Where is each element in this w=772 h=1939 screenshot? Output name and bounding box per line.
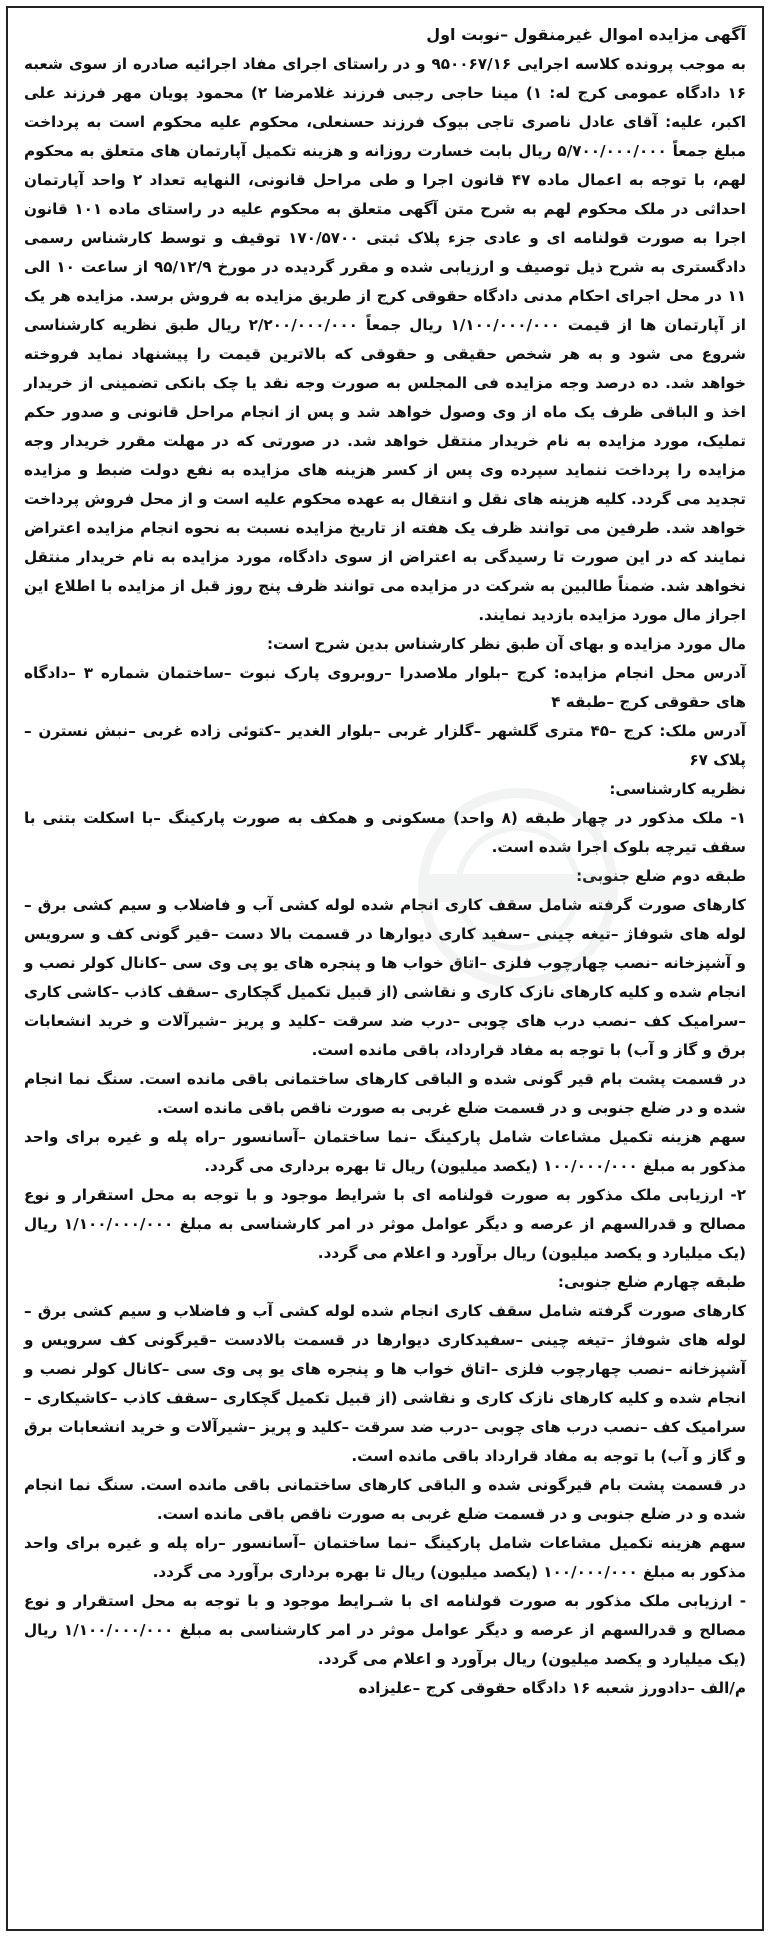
auction-address: آدرس محل انجام مزایده: کرج –بلوار ملاصدرا –روبروی پارک نبوت –ساختمان شماره ۳ –دادگاه های حقوقی کرج –طبقه ۴ — [24, 664, 747, 711]
unit-south-4-heading: طبقه چهارم ضلع جنوبی: — [557, 1273, 746, 1291]
unit-south-4-valuation: - ارزیابی ملک مذکور به صورت قولنامه ای با شـرایط موجود و با توجه به محل استقرار و نوع مصالح و قدرالسهم از عرصه و دیگر عوامل موثر در امر کارشناسی به مبلغ ۱/۱۰۰/۰۰۰/۰۰۰ ریال (یک میلیارد و یکصد میلیون) ریال برآورد و اعلام می گردد. — [24, 1592, 746, 1668]
announcement-frame — [6, 6, 764, 1931]
unit-south-4-roof: در قسمت پشت بام قیرگونی شده و الباقی کارهای ساختمانی باقی مانده است. سنگ نما انجام شده و در ضلع جنوبی و در قسمت ضلع غربی به صورت ناقص باقی مانده است. — [24, 1476, 746, 1523]
unit-south-2-works: کارهای صورت گرفته شامل سقف کاری انجام شده لوله کشی آب و فاضلاب و سیم کشی برق –لوله های شوفاژ –تیغه چینی –سفید کاری دیوارها در قسمت بالا دست –قیر گونی کف و سرویس و آشپزخانه –نصب چهارچوب فلزی –اتاق خواب ها و پنجره های یو پی وی سی –کانال کولر نصب و انجام شده و کلیه کارهای نازک کاری و نقاشی (از قبیل تکمیل گچکاری –سقف کاذب –کاشی کاری –سرامیک کف –نصب درب های چوبی –درب ضد سرقت –کلید و پریز –شیرآلات و خرید انشعابات برق و گاز و آب) با توجه به مفاد قرارداد، باقی مانده است. — [24, 896, 746, 1059]
signature-line: م/الف –دادورز شعبه ۱۶ دادگاه حقوقی کرج –علیزاده — [358, 1679, 746, 1697]
unit-south-4-common-cost: سهم هزینه تکمیل مشاعات شامل پارکینگ –نما ساختمان –آسانسور –راه پله و غیره برای واحد مذکور به مبلغ ۱۰۰/۰۰۰/۰۰۰ (یکصد میلیون) ریال تا بهره برداری برآورد می گردد. — [24, 1534, 746, 1581]
announcement-title: آگهی مزایده اموال غیرمنقول –نوبت اول — [426, 25, 746, 44]
expert-item-1: ۱- ملک مذکور در چهار طبقه (۸ واحد) مسکونی و همکف به صورت پارکینگ –با اسکلت بتنی با سقف تیرچه بلوک اجرا شده است. — [24, 809, 746, 856]
expert-heading: نظریه کارشناسی: — [609, 780, 746, 798]
unit-south-2-heading: طبقه دوم ضلع جنوبی: — [576, 867, 746, 885]
unit-south-4-works: کارهای صورت گرفته شامل سقف کاری انجام شده لوله کشی آب و فاضلاب و سیم کشی برق –لوله های شوفاژ –تیغه چینی –سفیدکاری دیوارها در قسمت بالادست –قیرگونی کف سرویس و آشپزخانه –نصب چهارچوب فلزی –اتاق خواب ها و پنجره های یو پی وی سی –کانال کولر نصب و انجام شده و کلیه کارهای نازک کاری و نقاشی (از قبیل تکمیل گچکاری –سقف کاذب –کاشیکاری –سرامیک کف –نصب درب های چوبی –درب ضد سرقت –کلید و پریز –شیرآلات و خرید انشعابات برق و گاز و آب) با توجه به مفاد قرارداد باقی مانده است. — [24, 1302, 746, 1465]
property-intro: مال مورد مزایده و بهای آن طبق نظر کارشناس بدین شرح است: — [266, 635, 746, 653]
unit-south-2-roof: در قسمت پشت بام قیر گونی شده و الباقی کارهای ساختمانی باقی مانده است. سنگ نما انجام شده و در ضلع جنوبی و در قسمت ضلع غربی به صورت ناقص باقی مانده است. — [24, 1070, 746, 1117]
property-address: آدرس ملک: کرج –۴۵ متری گلشهر –گلزار غربی –بلوار الغدیر –کتوئی زاده غربی –نبش نسترن –پلاک ۶۷ — [24, 722, 746, 769]
announcement-body — [24, 20, 746, 1703]
unit-south-2-valuation: ۲- ارزیابی ملک مذکور به صورت قولنامه ای با شرایط موجود و با توجه به محل استقرار و نوع مصالح و قدرالسهم از عرصه و دیگر عوامل موثر در امر کارشناسی به مبلغ ۱/۱۰۰/۰۰۰/۰۰۰ ریال (یک میلیارد و یکصد میلیون) ریال برآورد و اعلام می گردد. — [24, 1186, 746, 1262]
main-paragraph: به موجب پرونده کلاسه اجرایی ۹۵۰۰۶۷/۱۶ و در راستای اجرای مفاد اجرائیه صادره از سوی شعبه ۱۶ دادگاه عمومی کرج له: ۱) مینا حاجی رجبی فرزند غلامرضا ۲) محمود پویان مهر فرزند علی اکبر، علیه: آقای عادل ناصری تاجی بیوک فرزند حسنعلی، محکوم علیه محکوم است به پرداخت مبلغ جمعاً ۵/۷۰۰/۰۰۰/۰۰۰ ریال بابت خسارت روزانه و هزینه تکمیل آپارتمان های متعلق به محکوم لهم، با توجه به اعمال ماده ۴۷ قانون اجرا و طی مراحل قانونی، النهایه تعداد ۲ واحد آپارتمان احداثی در ملک محکوم لهم به شرح متن آگهی متعلق به محکوم علیه در راستای ماده ۱۰۱ قانون اجرا به صورت قولنامه ای و عادی جزء پلاک ثبتی ۱۷۰/۵۷۰۰ توقیف و توسط کارشناس رسمی دادگستری به شرح ذیل توصیف و ارزیابی شده و مقرر گردیده در مورخ ۹۵/۱۲/۹ از ساعت ۱۰ الی ۱۱ در محل اجرای احکام مدنی دادگاه حقوقی کرج از طریق مزایده به فروش برسد. مزایده هر یک از آپارتمان ها از قیمت ۱/۱۰۰/۰۰۰/۰۰۰ ریال جمعاً ۲/۲۰۰/۰۰۰/۰۰۰ ریال طبق نظریه کارشناسی شروع می شود و به هر شخص حقیقی و حقوقی که بالاترین قیمت را پیشنهاد نماید فروخته خواهد شد. ده درصد وجه مزایده فی المجلس به صورت وجه نقد یا چک بانکی تضمینی از خریدار اخذ و الباقی ظرف یک ماه از وی وصول خواهد شد و پس از انجام مراحل قانونی و صدور حکم تملیک، مورد مزایده به نام خریدار منتقل خواهد شد. در صورتی که در مهلت مقرر خریدار وجه مزایده را پرداخت ننماید سپرده وی پس از کسر هزینه های مزایده به نفع دولت ضبط و مزایده تجدید می گردد. کلیه هزینه های نقل و انتقال به عهده محکوم علیه است و از محل فروش پرداخت خواهد شد. طرفین می توانند ظرف یک هفته از تاریخ مزایده نسبت به نحوه انجام مزایده اعتراض نمایند که در این صورت تا رسیدگی به اعتراض از سوی دادگاه، مورد مزایده به نام خریدار منتقل نخواهد شد. ضمناً طالبین به شرکت در مزایده می توانند ظرف پنج روز قبل از مزایده با اطلاع این اجراز مال مورد مزایده بازدید نمایند. — [24, 55, 747, 624]
unit-south-2-common-cost: سهم هزینه تکمیل مشاعات شامل پارکینگ –نما ساختمان –آسانسور –راه پله و غیره برای واحد مذکور به مبلغ ۱۰۰/۰۰۰/۰۰۰ (یکصد میلیون) ریال تا بهره برداری می گردد. — [24, 1128, 746, 1175]
